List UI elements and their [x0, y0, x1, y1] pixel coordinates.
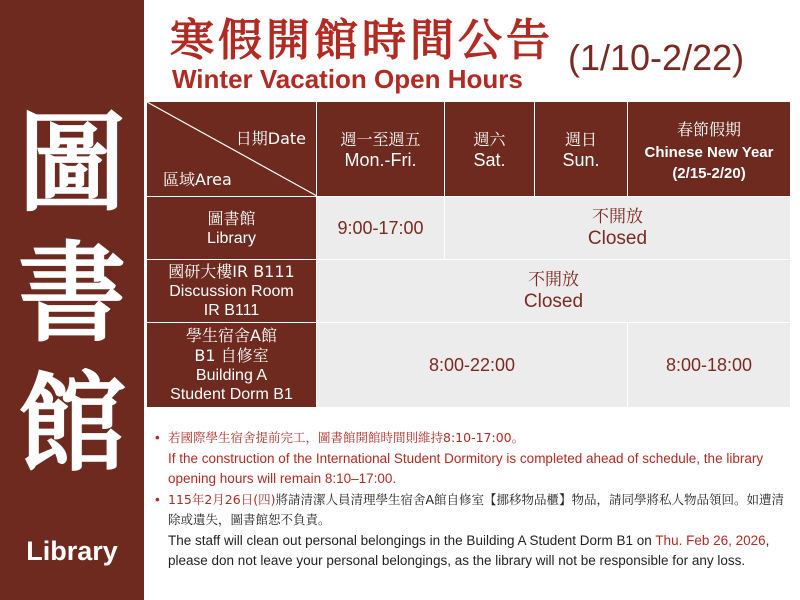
date-range: (1/10-2/22)	[568, 37, 745, 78]
note-item-2	[155, 490, 795, 572]
sidebar-char-3: 館	[17, 362, 126, 487]
note-2-text-en-pre: The staff will clean out personal belongings in the Building A Student Dorm B1 on	[168, 532, 656, 548]
column-header-cn: 週六	[473, 130, 506, 149]
note-1-english: If the construction of the International Student Dormitory is completed ahead of schedule, the library opening hours will remain 8:10–17:00.	[168, 450, 764, 486]
row-header-line: 國研大樓IR B111	[168, 262, 295, 281]
column-header-saturday	[445, 102, 535, 197]
library-weekday-hours: 9:00-17:00	[317, 197, 445, 260]
table-row-library	[147, 197, 791, 260]
column-header-cn: 週日	[564, 130, 597, 149]
note-2-date-cn: 115年2月26日(四)	[168, 491, 276, 507]
column-header-en: Chinese New Year	[644, 143, 774, 161]
column-header-en: Sun.	[562, 150, 600, 170]
note-2-chinese	[168, 490, 795, 531]
sidebar-char-1: 圖	[17, 102, 126, 227]
note-2-text-cn: 將請清潔人員清理學生宿舍A館自修室【挪移物品櫃】物品，請同學將私人物品領回。如遭清除或遺失，圖書館恕不負責。	[168, 491, 785, 527]
note-2-text-en-post: , please don not leave your personal belongings, as the library will not be responsible for any loss.	[168, 532, 770, 568]
page-title-chinese: 寒假開館時間公告	[170, 15, 554, 66]
table-row-dorm-study-room	[147, 323, 791, 408]
row-header-line: 學生宿舍A館	[186, 326, 277, 345]
dorm-regular-hours: 8:00-22:00	[317, 323, 628, 408]
row-header-discussion-room	[147, 260, 317, 323]
column-header-en: Sat.	[473, 150, 506, 170]
dorm-new-year-hours: 8:00-18:00	[628, 323, 791, 408]
column-header-cn: 週一至週五	[340, 130, 421, 149]
row-header-line: 圖書館	[207, 208, 256, 228]
closed-label-cn: 不開放	[528, 270, 579, 290]
sidebar-english-label: Library	[26, 536, 118, 566]
notes-section	[155, 428, 795, 572]
corner-date-label: 日期Date	[235, 129, 306, 148]
column-header-chinese-new-year	[628, 102, 791, 197]
library-weekend-closed	[445, 197, 791, 260]
row-header-library	[147, 197, 317, 260]
sidebar-char-2: 書	[17, 232, 126, 357]
sidebar	[0, 0, 144, 600]
row-header-line: Building A	[195, 367, 268, 384]
column-header-sunday	[535, 102, 628, 197]
bullet-icon: •	[155, 491, 160, 507]
table-row-discussion-room	[147, 260, 791, 323]
column-header-weekdays	[317, 102, 445, 197]
row-header-line: Discussion Room	[169, 283, 294, 300]
note-2-date-en: Thu. Feb 26, 2026	[655, 532, 766, 548]
row-header-line: Library	[207, 229, 256, 247]
discussion-room-closed	[317, 260, 791, 323]
column-header-en: Mon.-Fri.	[344, 150, 417, 170]
corner-cell	[147, 102, 317, 197]
hours-table	[146, 101, 791, 408]
note-2-english	[168, 531, 795, 572]
row-header-line: IR B111	[203, 302, 260, 319]
row-header-line: Student Dorm B1	[170, 386, 293, 403]
row-header-dorm-study-room	[147, 323, 317, 408]
page-title-english: Winter Vacation Open Hours	[172, 64, 523, 94]
closed-label-en: Closed	[523, 291, 584, 312]
note-item-1	[155, 428, 795, 490]
note-1-chinese: 若國際學生宿舍提前完工，圖書館開館時間則維持8:10-17:00。	[168, 430, 525, 445]
closed-label-en: Closed	[587, 228, 648, 249]
table-header-row	[147, 102, 791, 197]
bullet-icon: •	[155, 430, 160, 445]
closed-label-cn: 不開放	[592, 207, 643, 227]
corner-area-label: 區域Area	[163, 170, 232, 189]
row-header-line: B1 自修室	[194, 346, 269, 365]
column-header-date-sub: (2/15-2/20)	[672, 164, 746, 182]
column-header-cn: 春節假期	[676, 119, 741, 139]
